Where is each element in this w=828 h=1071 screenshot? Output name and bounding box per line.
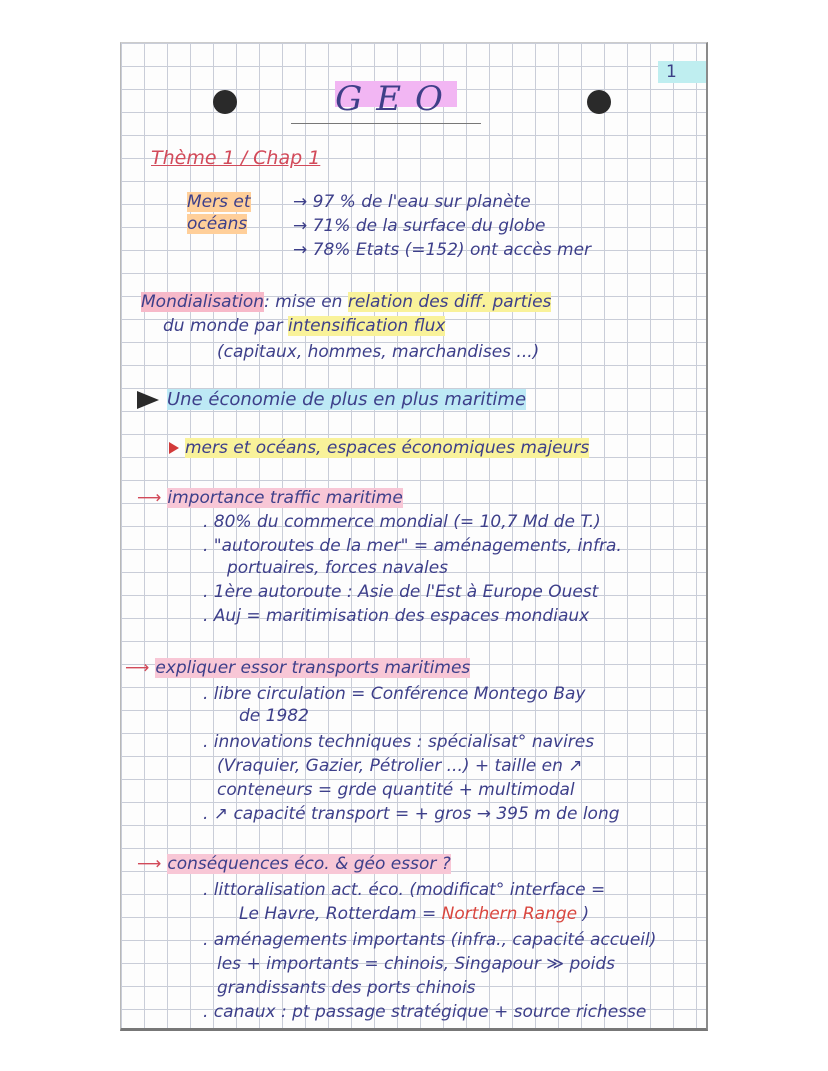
definition-text-4: intensification flux [287,316,446,336]
definition-term: Mondialisation [141,292,265,312]
definition-line-1 [141,291,551,313]
northern-range-label: Northern Range [441,904,578,924]
block-2-item: . innovations techniques : spécialisat° navires [203,732,595,752]
intro-label-2 [187,213,247,235]
arrow-right-icon: ⟶ [125,658,150,678]
block-2-item: . libre circulation = Conférence Montego Bay [203,684,586,704]
notebook-page [120,42,708,1031]
page-number: 1 [658,61,706,83]
intro-label-1 [187,191,251,213]
intro-label-mers: Mers et [187,192,251,212]
intro-fact-2: → 71% de la surface du globe [293,216,546,236]
block-1-title-text: importance traffic maritime [167,488,403,508]
page-title-text: GEO [335,79,457,119]
punch-hole-right [587,90,611,114]
block-3-title [137,853,451,875]
arrow-right-icon: ⟶ [137,854,162,874]
block-3-item-text: Le Havre, Rotterdam = [239,904,442,924]
arrow-bullet-icon [137,391,159,409]
block-1-item: . 1ère autoroute : Asie de l'Est à Europe Ouest [203,582,599,602]
block-2-title-text: expliquer essor transports maritimes [155,658,471,678]
block-3-title-text: conséquences éco. & géo essor ? [167,854,451,874]
section-heading-text: Une économie de plus en plus maritime [167,389,527,410]
arrow-right-icon: ⟶ [137,488,162,508]
intro-fact-3: → 78% Etats (=152) ont accès mer [293,240,592,260]
block-2-item: . ↗ capacité transport = + gros → 395 m de long [203,804,620,824]
subheading [169,437,589,459]
block-1-item: . Auj = maritimisation des espaces mondiaux [203,606,590,626]
block-2-item: conteneurs = grde quantité + multimodal [217,780,575,800]
block-2-item: (Vraquier, Gazier, Pétrolier ...) + taille en ↗ [217,756,583,776]
definition-line-3: (capitaux, hommes, marchandises ...) [217,342,540,362]
definition-text-1: : mise en [264,292,348,312]
punch-hole-left [213,90,237,114]
triangle-bullet-icon [169,442,179,454]
block-1-title [137,487,403,509]
title-underline [291,123,481,124]
definition-text-3: du monde par [163,316,288,336]
page-title [321,79,471,119]
block-3-item: . littoralisation act. éco. (modificat° interface = [203,880,606,900]
definition-line-2 [163,315,445,337]
block-3-item-northern-range [239,903,589,925]
block-2-item: de 1982 [239,706,309,726]
block-1-item: . 80% du commerce mondial (= 10,7 Md de T.) [203,512,601,532]
intro-label-oceans: océans [187,214,248,234]
section-heading [137,389,526,411]
definition-text-2: relation des diff. parties [347,292,552,312]
intro-fact-1: → 97 % de l'eau sur planète [293,192,531,212]
block-3-item: . canaux : pt passage stratégique + source richesse [203,1002,647,1022]
theme-heading: Thème 1 / Chap 1 [151,147,321,169]
block-1-item: portuaires, forces navales [227,558,449,578]
block-3-item: grandissants des ports chinois [217,978,476,998]
subheading-text: mers et océans, espaces économiques majeurs [185,438,590,458]
block-3-item: les + importants = chinois, Singapour ≫ poids [217,954,616,974]
block-2-title [125,657,470,679]
block-1-item: . "autoroutes de la mer" = aménagements, infra. [203,536,622,556]
closing-paren: ) [577,904,590,924]
block-3-item: . aménagements importants (infra., capacité accueil) [203,930,657,950]
